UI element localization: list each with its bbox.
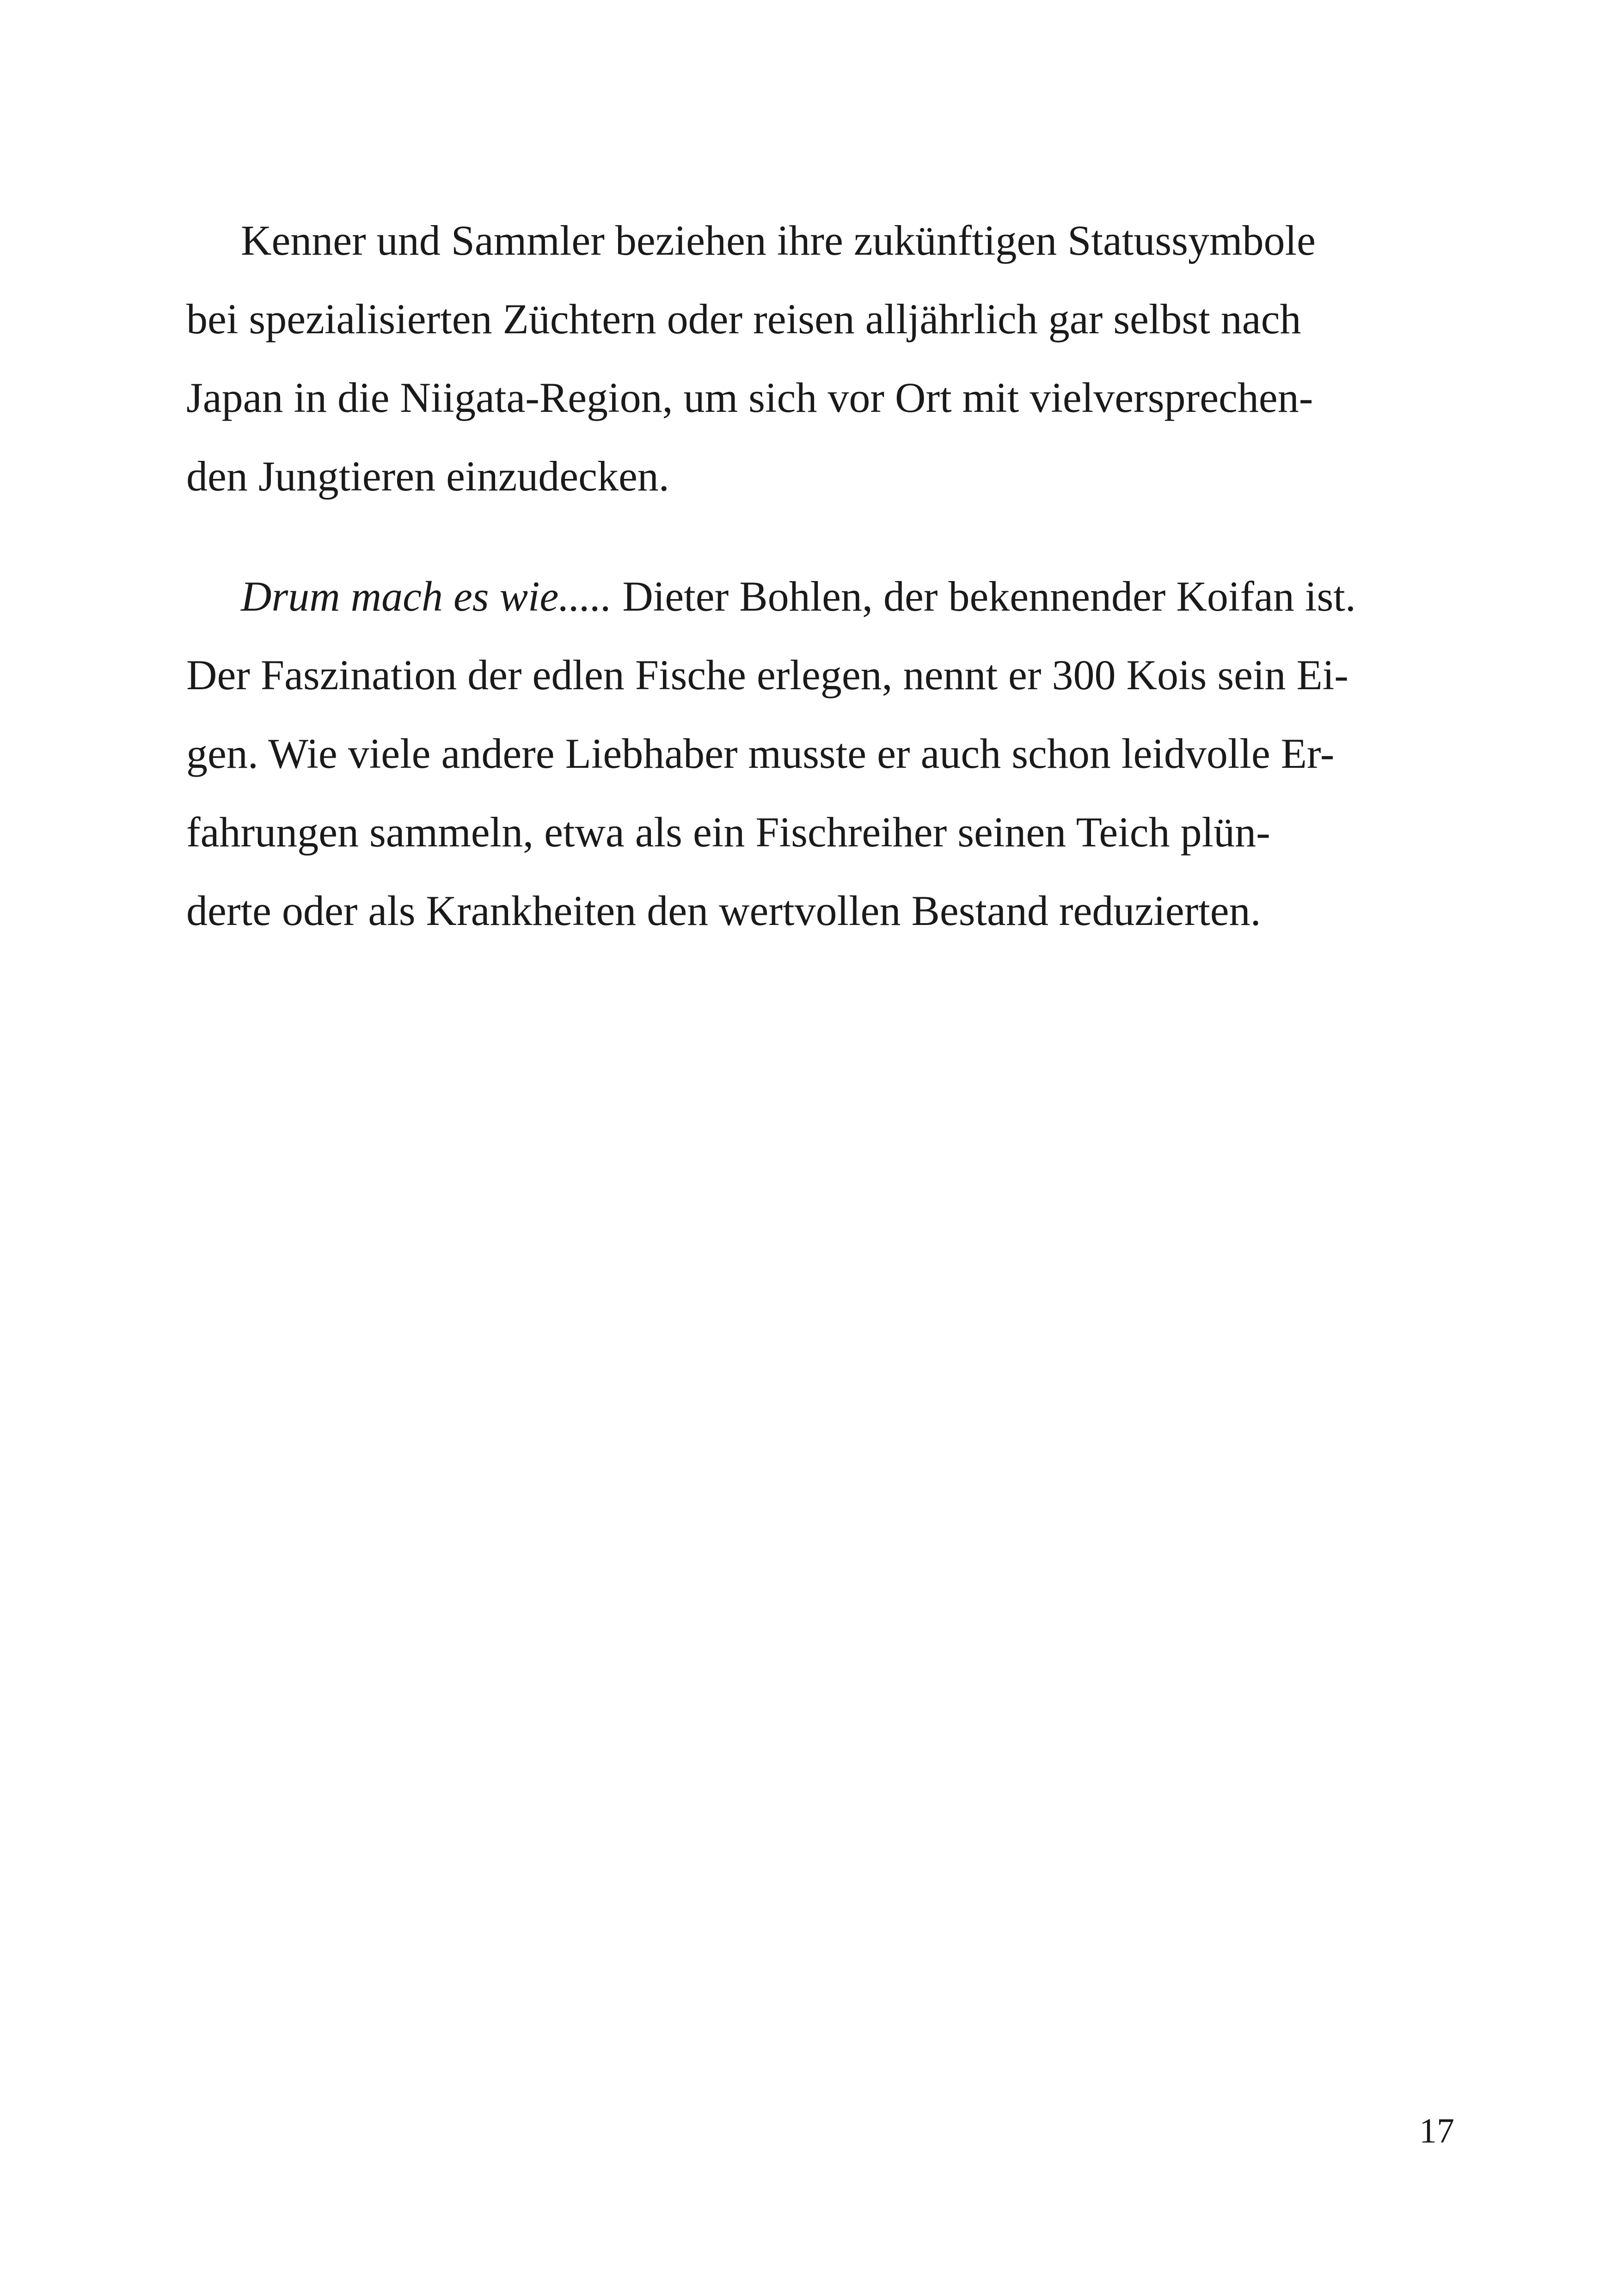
- paragraph-line: den Jungtieren einzudecken.: [186, 453, 669, 500]
- paragraph-line: fahrungen sammeln, etwa als ein Fischreiher seinen Teich plün-: [186, 808, 1270, 856]
- paragraph-line: Japan in die Niigata-Region, um sich vor Ort mit vielversprechen-: [186, 374, 1313, 421]
- paragraph-line: derte oder als Krankheiten den wertvollen Bestand reduzierten.: [186, 887, 1261, 934]
- body-text: [186, 201, 1434, 950]
- paragraph-line: bei spezialisierten Züchtern oder reisen alljährlich gar selbst nach: [186, 295, 1301, 343]
- page-number: 17: [1419, 2112, 1454, 2150]
- paragraph-line: gen. Wie viele andere Liebhaber musste er auch schon leidvolle Er-: [186, 730, 1335, 777]
- paragraph-2: [186, 557, 1434, 950]
- italic-lead-text: Drum mach es wie.....: [241, 573, 612, 620]
- paragraph-spacer: [186, 515, 1434, 557]
- paragraph-line: Kenner und Sammler beziehen ihre zukünftigen Statussymbole: [241, 217, 1316, 264]
- paragraph-1: [186, 201, 1434, 515]
- lead-rest-text: Dieter Bohlen, der bekennender Koifan ist.: [612, 573, 1356, 620]
- paragraph-line: [186, 557, 1434, 636]
- paragraph-line: Der Faszination der edlen Fische erlegen, nennt er 300 Kois sein Ei-: [186, 651, 1348, 698]
